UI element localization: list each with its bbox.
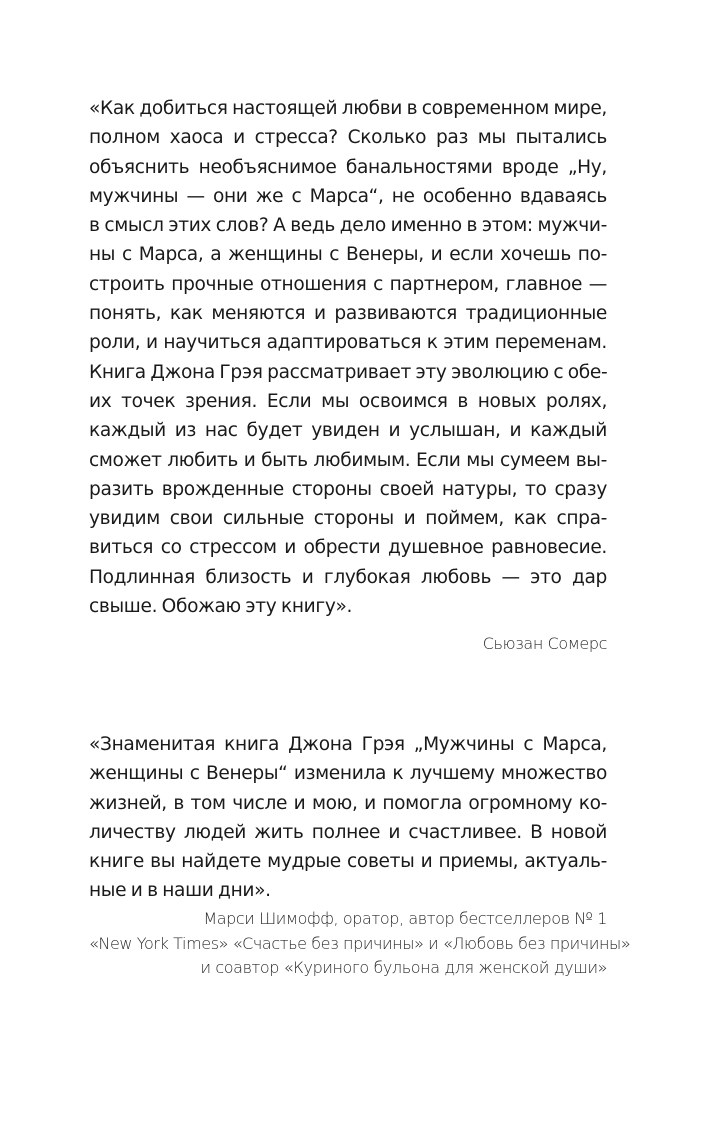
quote-line: свыше. Обожаю эту книгу». <box>89 596 353 618</box>
quote-line: «Знаменитая книга Джона Грэя „Мужчины с Марса, <box>89 734 607 755</box>
quote-line: полном хаоса и стресса? Сколько раз мы пытались <box>89 127 607 149</box>
quote-line: Книга Джона Грэя рассматривает эту эволюцию с обе- <box>89 361 608 383</box>
attribution-line: Марси Шимофф, оратор, автор бестселлеров № 1 <box>203 909 607 928</box>
quote-line: виться со стрессом и обрести душевное равновесие. <box>89 537 607 559</box>
attribution-line: «New York Times» «Счастье без причины» и «Любовь без причины» <box>89 933 631 953</box>
quote-2-attribution <box>89 907 631 981</box>
quote-line: личеству людей жить полнее и счастливее. В новой <box>89 821 607 843</box>
quote-line: женщины с Венеры“ изменила к лучшему множество <box>89 763 607 785</box>
testimonial-quote-2 <box>89 730 607 906</box>
quote-1-attribution <box>89 632 607 657</box>
quote-line: ны с Марса, а женщины с Венеры, и если хочешь по- <box>89 244 607 266</box>
quote-line: их точек зрения. Если мы освоимся в новых ролях, <box>89 390 607 412</box>
quote-line: объяснить необъяснимое банальностями вроде „Ну, <box>89 156 607 178</box>
quote-line: каждый из нас будет увиден и услышан, и каждый <box>89 420 607 442</box>
quote-line: роли, и научиться адаптироваться к этим переменам. <box>89 332 607 354</box>
quote-line: понять, как меняются и развиваются традиционные <box>89 303 607 325</box>
quote-line: ные и в наши дни». <box>89 880 271 902</box>
quote-line: увидим свои сильные стороны и поймем, как спра- <box>89 508 607 530</box>
quote-line: мужчины — они же с Марса“, не особенно вдаваясь <box>89 185 607 207</box>
quote-line: Подлинная близость и глубокая любовь — это дар <box>89 566 607 588</box>
attribution-line: Сьюзан Сомерс <box>482 634 607 653</box>
quote-line: в смысл этих слов? А ведь дело именно в этом: мужчи- <box>89 215 607 237</box>
quote-line: «Как добиться настоящей любви в современном мире, <box>89 98 607 119</box>
attribution-line: и соавтор «Куриного бульона для женской души» <box>200 958 607 977</box>
quote-line: разить врожденные стороны своей натуры, то сразу <box>89 478 607 500</box>
testimonial-quote-1 <box>89 94 607 621</box>
quote-line: книге вы найдете мудрые советы и приемы, актуаль- <box>89 851 607 873</box>
quote-line: сможет любить и быть любимым. Если мы сумеем вы- <box>89 449 607 471</box>
quote-line: строить прочные отношения с партнером, главное — <box>89 273 607 295</box>
quote-line: жизней, в том числе и мою, и помогла огромному ко- <box>89 792 607 814</box>
